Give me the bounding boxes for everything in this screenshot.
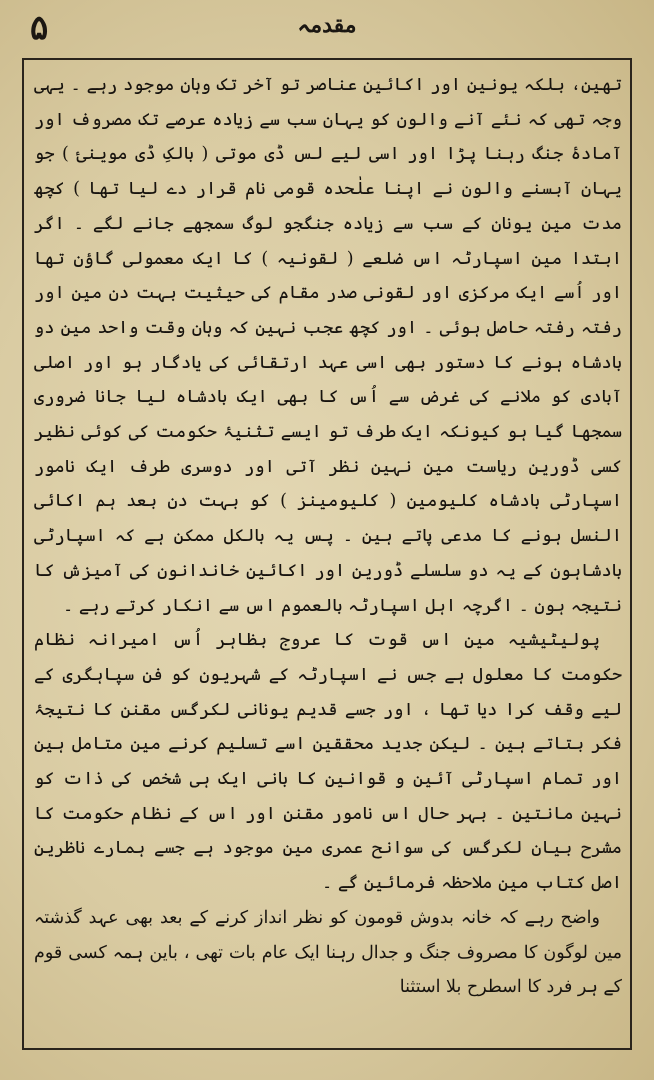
running-title: مقدمہ [297, 12, 357, 38]
paragraph: واضح رہے کہ خانہ بدوش قومون کو نظر انداز کرنے کے بعد بھی عہد گذشتہ مین لوگون کا مصروف جنگ و جدال رہنا ایک عام بات تھی ، باین ہمہ کسی قوم کے ہر فرد کا اسطرح بلا استثنا [34, 907, 622, 998]
body-text [34, 68, 622, 1038]
paragraph: تھین، بلکہ یونین اور اکائین عناصر تو آخر تک وہان موجود رہے ۔ یہی وجہ تھی کہ نئے آنے والون کو یہان سب سے زیادہ عرصے تک مصروف اور آمادۂ جنگ رہنا پڑا اور اسی لیے لس ڈی موتی ( بالکِ ڈی موینئ ) جو یہان آبسنے والون نے اپنا علٰحدہ قومی نام قرار دے لیا تھا ) کچھ مدت مین یونان کے سب سے زیادہ جنگجو لوگ سمجھے جانے لگے ۔ اگر ابتدا مین اسپارٹہ اس ضلعے ( لقونیہ ) کا ایک معمولی گاؤن تھا اور اُسے ایک مرکزی اور لقونی صدر مقام کی حیثیت بہت دن مین اور رفتہ رفتہ حاصل ہوئی ۔ اور کچھ عجب نہین کہ وہان وقت واحد مین دو بادشاہ ہونے کا دستور بھی اسی عہد ارتقائی کی یادگار ہو اور اصلی آبادی کو ملانے کی غرض سے اُس کا بھی ایک بادشاہ لیا جانا ضروری سمجھا گیا ہو کیونکہ ایک طرف تو ایسے تثنیۂ حکومت کی کوئی نظیر کسی ڈورین ریاست مین نہین نظر آتی اور دوسری طرف ایک نامور اسپارٹی بادشاہ کلیومین ( کلیومینز ) کو بہت دن بعد ہم اکائی النسل ہونے کا مدعی پاتے ہین ۔ پس یہ بالکل ممکن ہے کہ اسپارٹی بادشاہون کے یہ دو سلسلے ڈورین اور اکائین خاندانون کی آمیزش کا نتیجہ ہون ۔ اگرچہ اہل اسپارٹہ بالعموم اس سے انکار کرتے رہے ۔ [34, 75, 622, 616]
page-number: ۵ [30, 8, 49, 48]
paragraph: پولیٹیشیہ مین اس قوت کا عروج بظاہر اُس امیرانہ نظام حکومت کا معلول ہے جس نے اسپارٹہ کے شہریون کو فن سپاہگری کے لیے وقف کرا دیا تھا ، اور جسے قدیم یونانی لکرگس مقنن کا نتیجۂ فکر بتاتے ہین ۔ لیکن جدید محققین اسے تسلیم کرنے مین متامل ہین اور تمام اسپارٹی آئین و قوانین کا بانی ایک ہی شخص کی ذات کو نہین مانتین ۔ بہر حال اس نامور مقنن اور اس کے نظام حکومت کا مشرح بیان لکرگس کی سوانح عمری مین موجود ہے جسے ہمارے ناظرین اصل کتاب مین ملاحظہ فرمائین گے ۔ [34, 630, 622, 894]
